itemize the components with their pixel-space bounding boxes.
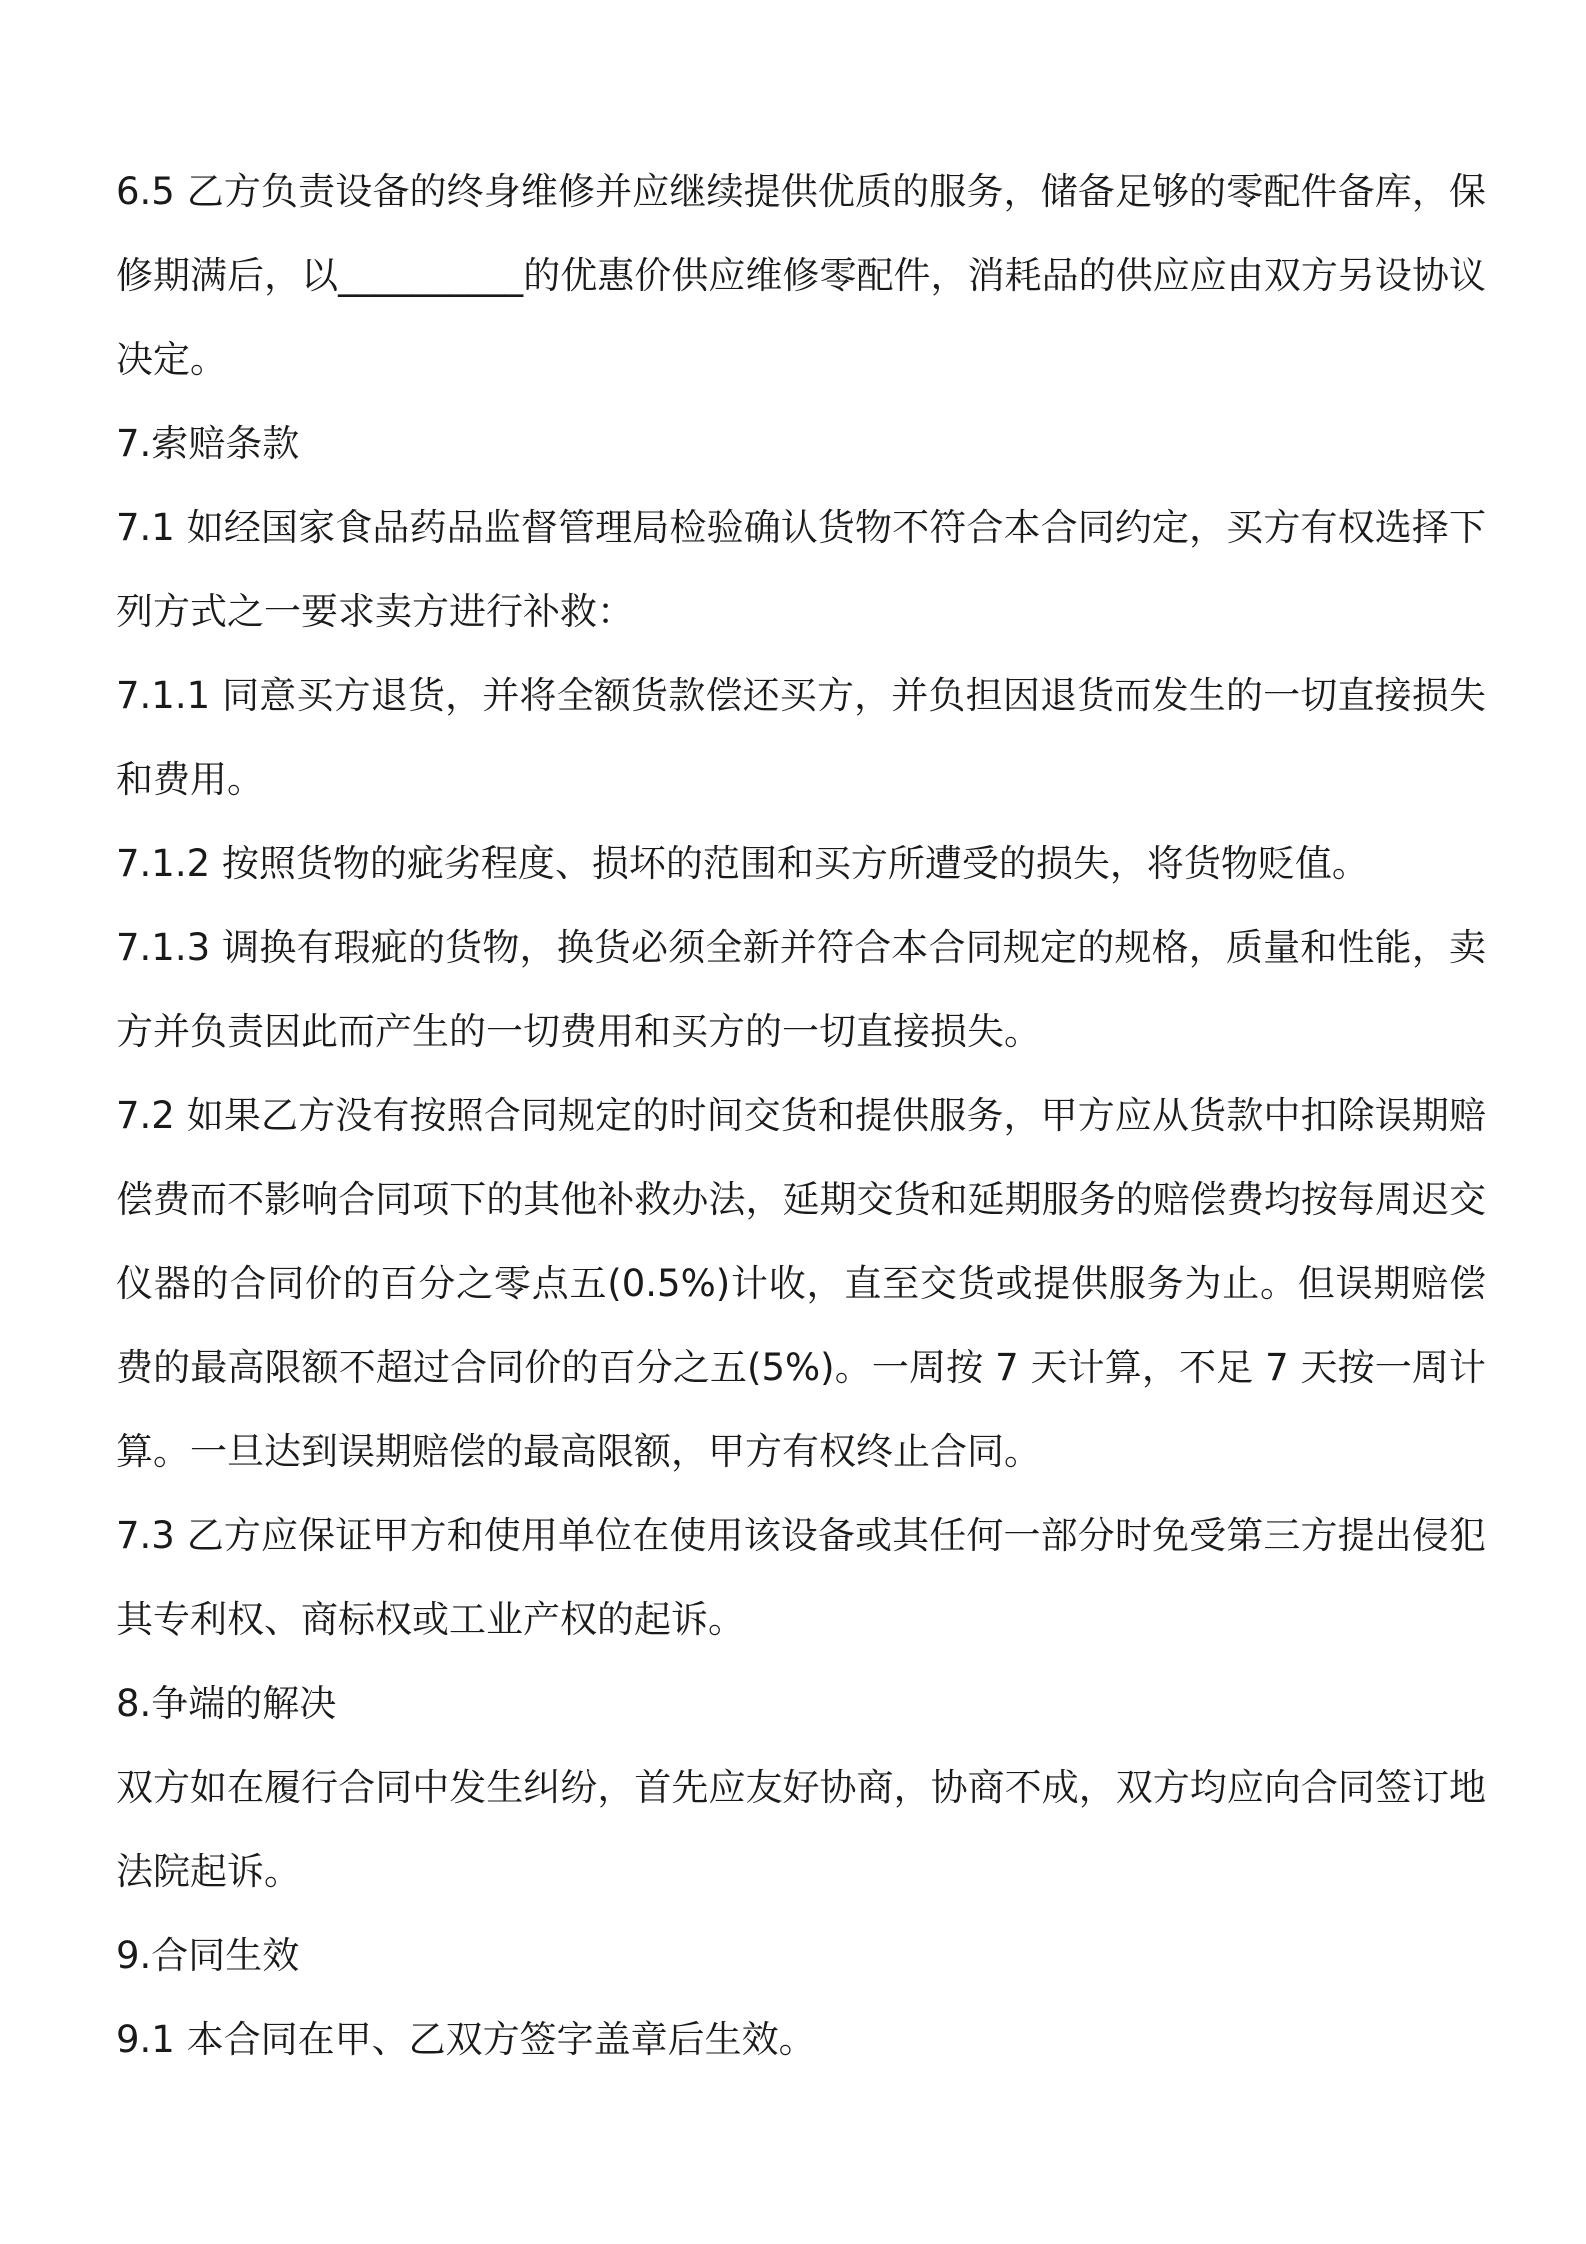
clause-8: 双方如在履行合同中发生纠纷，首先应友好协商，协商不成，双方均应向合同签订地法院起诉。 [116, 1766, 1486, 1893]
clause-6-5: 6.5 乙方负责设备的终身维修并应继续提供优质的服务，储备足够的零配件备库，保修期满后，以__________的优惠价供应维修零配件，消耗品的供应应由双方另设协议决定。 [116, 170, 1486, 381]
contract-page [116, 150, 1486, 2082]
clause-7-1-1: 7.1.1 同意买方退货，并将全额货款偿还买方，并负担因退货而发生的一切直接损失和费用。 [116, 674, 1486, 801]
clause-7-1-3: 7.1.3 调换有瑕疵的货物，换货必须全新并符合本合同规定的规格，质量和性能，卖方并负责因此而产生的一切费用和买方的一切直接损失。 [116, 926, 1486, 1053]
section-heading-claims: 7.索赔条款 [116, 422, 300, 465]
clause-7-1-2: 7.1.2 按照货物的疵劣程度、损坏的范围和买方所遭受的损失，将货物贬值。 [116, 842, 1369, 885]
clause-7-1: 7.1 如经国家食品药品监督管理局检验确认货物不符合本合同约定，买方有权选择下列方式之一要求卖方进行补救： [116, 506, 1486, 633]
section-heading-effectiveness: 9.合同生效 [116, 1934, 300, 1977]
clause-7-3: 7.3 乙方应保证甲方和使用单位在使用该设备或其任何一部分时免受第三方提出侵犯其专利权、商标权或工业产权的起诉。 [116, 1514, 1486, 1641]
clause-9-1: 9.1 本合同在甲、乙双方签字盖章后生效。 [116, 2018, 816, 2061]
section-heading-disputes: 8.争端的解决 [116, 1682, 337, 1725]
clause-7-2: 7.2 如果乙方没有按照合同规定的时间交货和提供服务，甲方应从货款中扣除误期赔偿费而不影响合同项下的其他补救办法，延期交货和延期服务的赔偿费均按每周迟交仪器的合同价的百分之零点五(0.5%)计收，直至交货或提供服务为止。但误期赔偿费的最高限额不超过合同价的百分之五(5%)。一周按 7 天计算，不足 7 天按一周计算。一旦达到误期赔偿的最高限额，甲方有权终止合同。 [116, 1094, 1486, 1473]
